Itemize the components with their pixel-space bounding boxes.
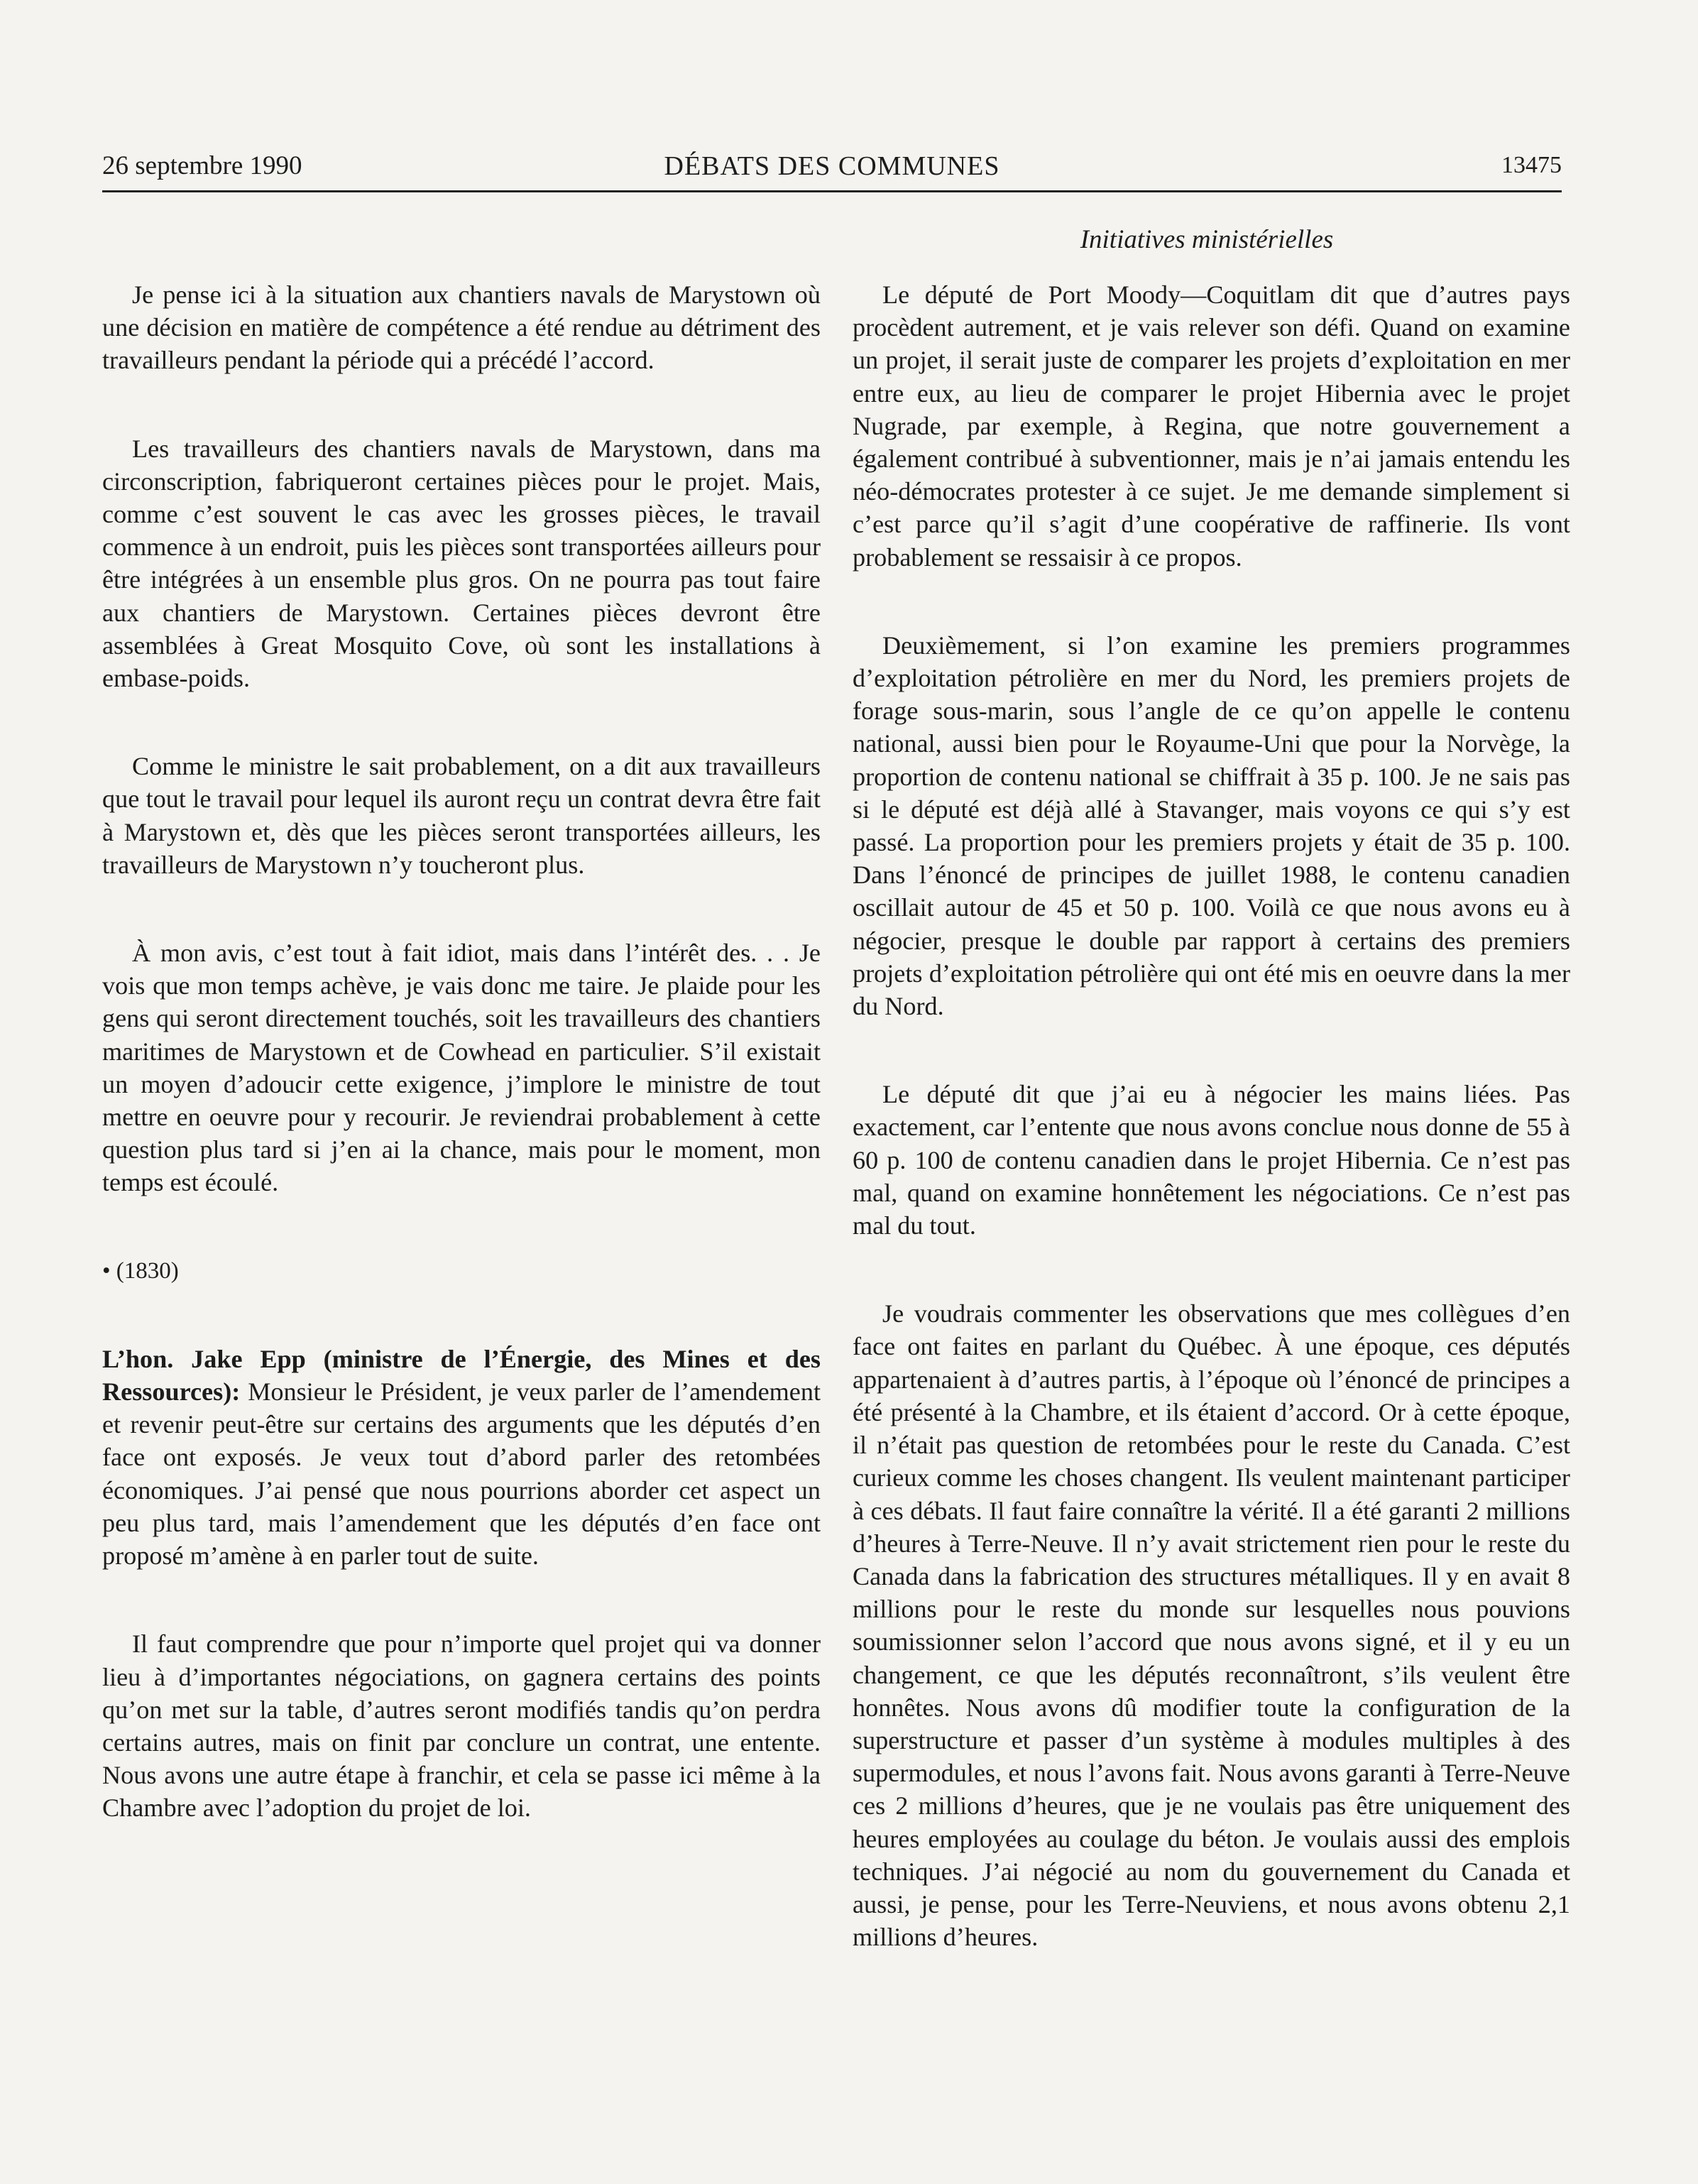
header-date: 26 septembre 1990 (102, 151, 302, 180)
paragraph: Le député dit que j’ai eu à négocier les mains liées. Pas exactement, car l’entente que nous avons conclue nous donne de 55 à 60 p. 100 de contenu canadien dans le projet Hibernia. Ce n’est pas mal, quand on examine honnêtement les négociations. Ce n’est pas mal du tout. (853, 1080, 1570, 1240)
paragraph: Il faut comprendre que pour n’importe quel projet qui va donner lieu à d’importantes négociations, on gagnera certains des points qu’on met sur la table, d’autres seront modifiés tandis qu’on perdra certains autres, mais on finit par conclure un contrat, une entente. Nous avons une autre étape à franchir, et cela se passe ici même à la Chambre avec l’adoption du projet de loi. (102, 1629, 821, 1823)
paragraph: À mon avis, c’est tout à fait idiot, mais dans l’intérêt des. . . Je vois que mon temps achève, je vais donc me taire. Je plaide pour les gens qui seront directement touchés, soit les travailleurs des chantiers maritimes de Marystown et de Cowhead en particulier. S’il existait un moyen d’adoucir cette exigence, j’implore le ministre de tout mettre en oeuvre pour y recourir. Je reviendrai probablement à cette question plus tard si j’en ai la chance, mais pour le moment, mon temps est écoulé. (102, 939, 821, 1197)
section-label: Initiatives ministérielles (1080, 225, 1334, 254)
paragraph: Deuxièmement, si l’on examine les premiers programmes d’exploitation pétrolière en mer du Nord, les premiers projets de forage sous-marin, sous l’angle de ce qu’on appelle le contenu national, aussi bien pour le Royaume-Uni que pour la Norvège, la proportion de contenu national se chiffrait à 35 p. 100. Je ne sais pas si le député est déjà allé à Stavanger, mais voyons ce qui s’y est passé. La proportion pour les premiers projets y était de 35 p. 100. Dans l’énoncé de principes de juillet 1988, le contenu canadien oscillait autour de 45 et 50 p. 100. Voilà ce que nous avons eu à négocier, presque le double par rapport à certains des premiers projets d’exploitation pétrolière qui ont été mis en oeuvre dans la mer du Nord. (853, 630, 1570, 1021)
speech-paragraph (102, 1343, 821, 1572)
page-header (102, 148, 1562, 192)
left-column (102, 278, 821, 1880)
speech-text: Monsieur le Président, je veux parler de l’amendement et revenir peut-être sur certains des arguments que les députés d’en face ont exposés. Je veux tout d’abord parler des retombées économiques. J’ai pensé que nous pourrions aborder cet aspect un peu plus tard, mais l’amendement que les députés d’en face ont proposé m’amène à en parler tout de suite. (102, 1377, 821, 1571)
speaker-name: L’hon. Jake Epp (ministre de l’Énergie, des Mines et des Ressources): (102, 1344, 821, 1407)
right-column (853, 278, 1570, 2009)
paragraph: Le député de Port Moody—Coquitlam dit que d’autres pays procèdent autrement, et je vais relever son défi. Quand on examine un projet, il serait juste de comparer les projets d’exploitation en mer entre eux, au lieu de comparer le projet Hibernia avec le projet Nugrade, par exemple, à Regina, que notre gouvernement a également contribué à subventionner, mais je n’ai jamais entendu les néo-démocrates protester à ce sujet. Je me demande simplement si c’est parce qu’il s’agit d’une coopérative de raffinerie. Ils vont probablement se ressaisir à ce propos. (853, 280, 1570, 572)
paragraph: Je voudrais commenter les observations que mes collègues d’en face ont faites en parlant du Québec. À une époque, ces députés appartenaient à d’autres partis, à l’époque où l’énoncé de principes a été présenté à la Chambre, et ils étaient d’accord. Or à cette époque, il n’était pas question de retombées pour le reste du Canada. C’est curieux comme les choses changent. Ils veulent maintenant participer à ces débats. Il faut faire connaître la vérité. Il a été garanti 2 millions d’heures à Terre-Neuve. Il n’y avait strictement rien pour le reste du Canada dans la fabrication des structures métalliques. Il y en avait 8 millions pour le reste du monde sur lesquelles nous pouvions soumissionner selon l’accord que nous avons signé, et il y eu un changement, ce que les députés reconnaîtront, s’ils veulent être honnêtes. Nous avons dû modifier toute la configuration de la superstructure et passer d’un système à modules multiples à des supermodules, et nous l’avons fait. Nous avons garanti à Terre-Neuve ces 2 millions d’heures, que je ne voulais pas être uniquement des heures employées au coulage du béton. Je voulais aussi des emplois techniques. J’ai négocié au nom du gouvernement du Canada et aussi, je pense, pour les Terre-Neuviens, et nous avons obtenu 2,1 millions d’heures. (853, 1299, 1570, 1952)
paragraph: Comme le ministre le sait probablement, on a dit aux travailleurs que tout le travail pour lequel ils auront reçu un contrat devra être fait à Marystown et, dès que les pièces seront transportées ailleurs, les travailleurs de Marystown n’y toucheront plus. (102, 752, 821, 879)
paragraph: Les travailleurs des chantiers navals de Marystown, dans ma circonscription, fabriqueront certaines pièces pour le projet. Mais, comme c’est souvent le cas avec les grosses pièces, le travail commence à un endroit, puis les pièces sont transportées ailleurs pour être intégrées à un ensemble plus gros. On ne pourra pas tout faire aux chantiers de Marystown. Certaines pièces devront être assemblées à Great Mosquito Cove, où sont les installations à embase-poids. (102, 434, 821, 693)
time-marker: • (1830) (102, 1257, 179, 1284)
paragraph: Je pense ici à la situation aux chantiers navals de Marystown où une décision en matière de compétence a été rendue au détriment des travailleurs pendant la période qui a précédé l’accord. (102, 280, 821, 375)
header-title: DÉBATS DES COMMUNES (664, 151, 1000, 181)
header-page-number: 13475 (1501, 152, 1562, 178)
